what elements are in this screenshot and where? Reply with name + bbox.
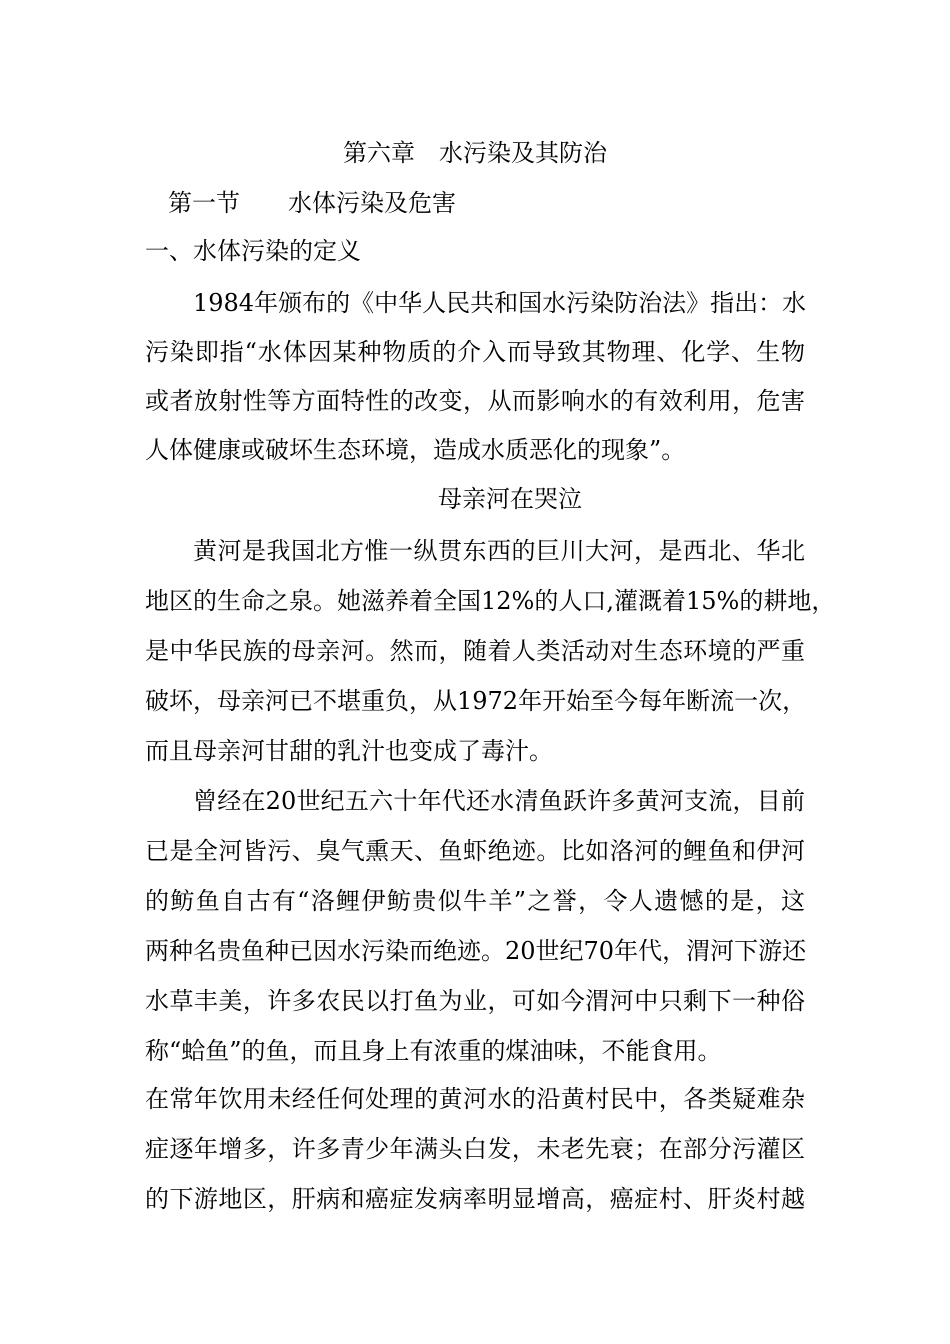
paragraph-line: 在常年饮用未经任何处理的黄河水的沿黄村民中，各类疑难杂 xyxy=(145,1085,805,1113)
paragraph-line: 已是全河皆污、臭气熏天、鱼虾绝迹。比如洛河的鲤鱼和伊河 xyxy=(145,837,805,865)
paragraph-line: 的鲂鱼自古有“洛鲤伊鲂贵似牛羊”之誉，令人遗憾的是，这 xyxy=(145,887,805,915)
paragraph-line: 地区的生命之泉。她滋养着全国12%的人口,灌溉着15%的耕地， xyxy=(145,587,836,615)
definition-line: 或者放射性等方面特性的改变，从而影响水的有效利用，危害 xyxy=(145,387,805,415)
definition-line: 污染即指“水体因某种物质的介入而导致其物理、化学、生物 xyxy=(145,338,805,366)
chapter-title: 第六章 水污染及其防治 xyxy=(343,139,607,167)
paragraph-line: 的下游地区，肝病和癌症发病率明显增高，癌症村、肝炎村越 xyxy=(145,1185,805,1213)
paragraph-line: 水草丰美，许多农民以打鱼为业，可如今渭河中只剩下一种俗 xyxy=(145,987,805,1015)
section-title: 第一节 水体污染及危害 xyxy=(168,189,456,217)
paragraph-line: 黄河是我国北方惟一纵贯东西的巨川大河，是西北、华北 xyxy=(193,537,805,565)
paragraph-line: 曾经在20世纪五六十年代还水清鱼跃许多黄河支流，目前 xyxy=(193,787,805,815)
definition-line: 人体健康或破坏生态环境，造成水质恶化的现象”。 xyxy=(145,436,686,464)
paragraph-line: 破坏，母亲河已不堪重负，从1972年开始至今每年断流一次， xyxy=(145,687,807,715)
paragraph-line: 两种名贵鱼种已因水污染而绝迹。20世纪70年代，渭河下游还 xyxy=(145,937,807,965)
paragraph-line: 而且母亲河甘甜的乳汁也变成了毒汁。 xyxy=(145,737,553,765)
subsection-title: 一、水体污染的定义 xyxy=(145,237,361,265)
story-title: 母亲河在哭泣 xyxy=(438,485,582,513)
paragraph-line: 症逐年增多，许多青少年满头白发，未老先衰；在部分污灌区 xyxy=(145,1135,805,1163)
paragraph-line: 称“蛤鱼”的鱼，而且身上有浓重的煤油味，不能食用。 xyxy=(145,1037,722,1065)
paragraph-line: 是中华民族的母亲河。然而，随着人类活动对生态环境的严重 xyxy=(145,637,805,665)
definition-line: 1984年颁布的《中华人民共和国水污染防治法》指出：水 xyxy=(193,289,807,317)
